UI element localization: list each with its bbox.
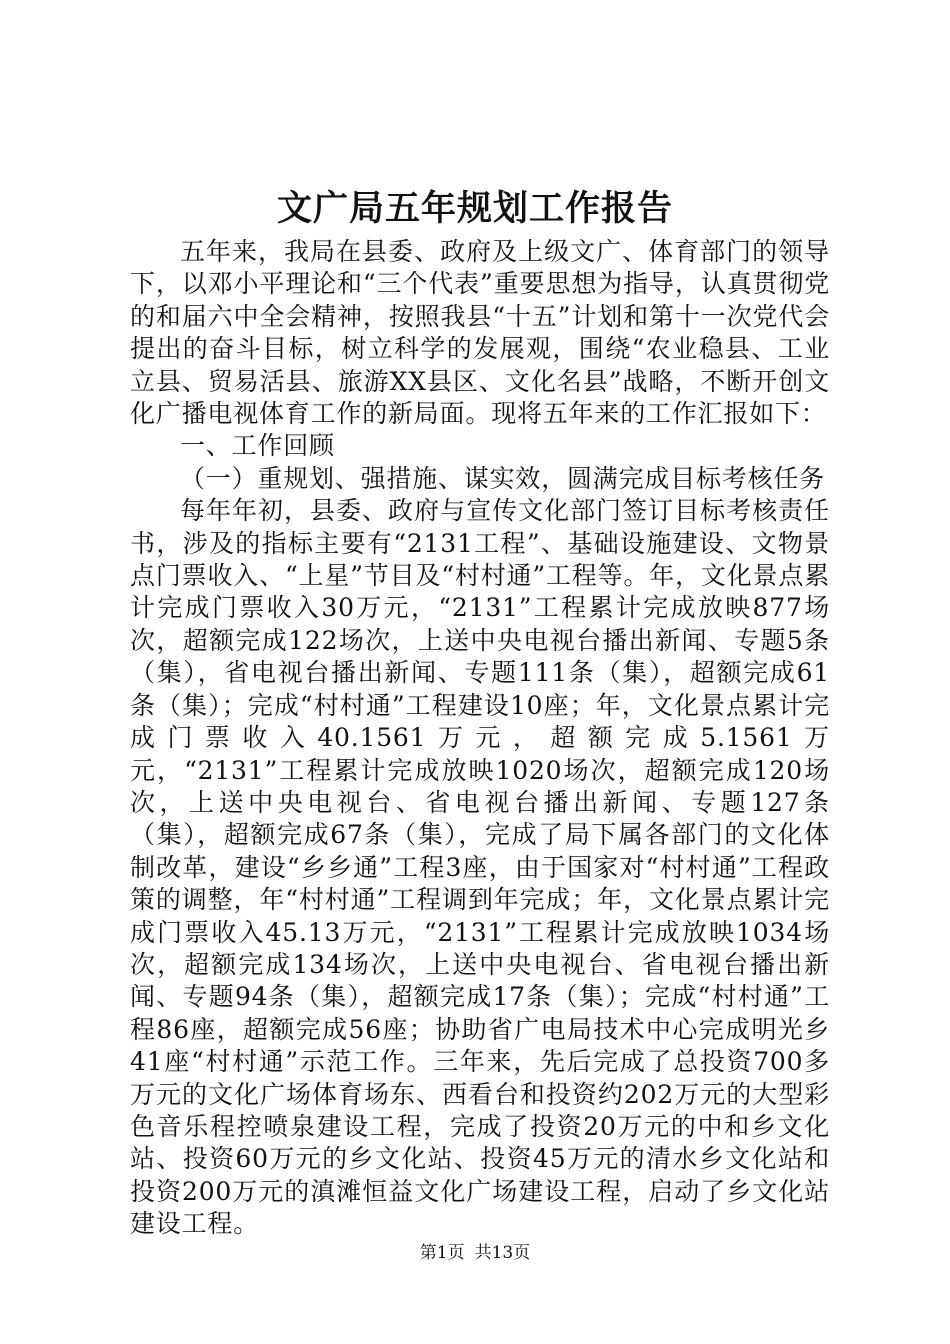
page-footer — [0, 1241, 950, 1265]
document-title: 文广局五年规划工作报告 — [276, 188, 673, 229]
intro-paragraph: 五年来，我局在县委、政府及上级文广、体育部门的领导下，以邓小平理论和“三个代表”重要思想为指导，认真贯彻党的和届六中全会精神，按照我县“十五”计划和第十一次党代会提出的奋斗目标，树立科学的发展观，围绕“农业稳县、工业立县、贸易活县、旅游XX县区、文化名县”战略，不断开创文化广播电视体育工作的新局面。现将五年来的工作汇报如下： — [130, 237, 830, 429]
section-heading: 一、工作回顾 — [180, 431, 335, 461]
subsection-heading: （一）重规划、强措施、谋实效，圆满完成目标考核任务 — [180, 463, 826, 493]
body-paragraph: 每年年初，县委、政府与宣传文化部门签订目标考核责任书，涉及的指标主要有“2131工程”、基础设施建设、文物景点门票收入、“上星”节目及“村村通”工程等。年，文化景点累计完成门票收入30万元，“2131”工程累计完成放映877场次，超额完成122场次，上送中央电视台播出新闻、专题5条（集），省电视台播出新闻、专题111条（集），超额完成61条（集）；完成“村村通”工程建设10座；年，文化景点累计完成门票收入40.1561万元，超额完成5.1561万元，“2131”工程累计完成放映1020场次，超额完成120场次，上送中央电视台、省电视台播出新闻、专题127条（集），超额完成67条（集），完成了局下属各部门的文化体制改革，建设“乡乡通”工程3座，由于国家对“村村通”工程政策的调整，年“村村通”工程调到年完成；年，文化景点累计完成门票收入45.13万元，“2131”工程累计完成放映1034场次，超额完成134场次，上送中央电视台、省电视台播出新闻、专题94条（集），超额完成17条（集）；完成“村村通”工程86座，超额完成56座；协助省广电局技术中心完成明光乡41座“村村通”示范工作。三年来，先后完成了总投资700多万元的文化广场体育场东、西看台和投资约202万元的大型彩色音乐程控喷泉建设工程，完成了投资20万元的中和乡文化站、投资60万元的乡文化站、投资45万元的清水乡文化站和投资200万元的滇滩恒益文化广场建设工程，启动了乡文化站建设工程。 — [130, 496, 830, 1239]
document-body — [130, 236, 830, 1241]
page-number: 第1页 — [419, 1243, 465, 1263]
page-total: 共13页 — [474, 1243, 531, 1263]
